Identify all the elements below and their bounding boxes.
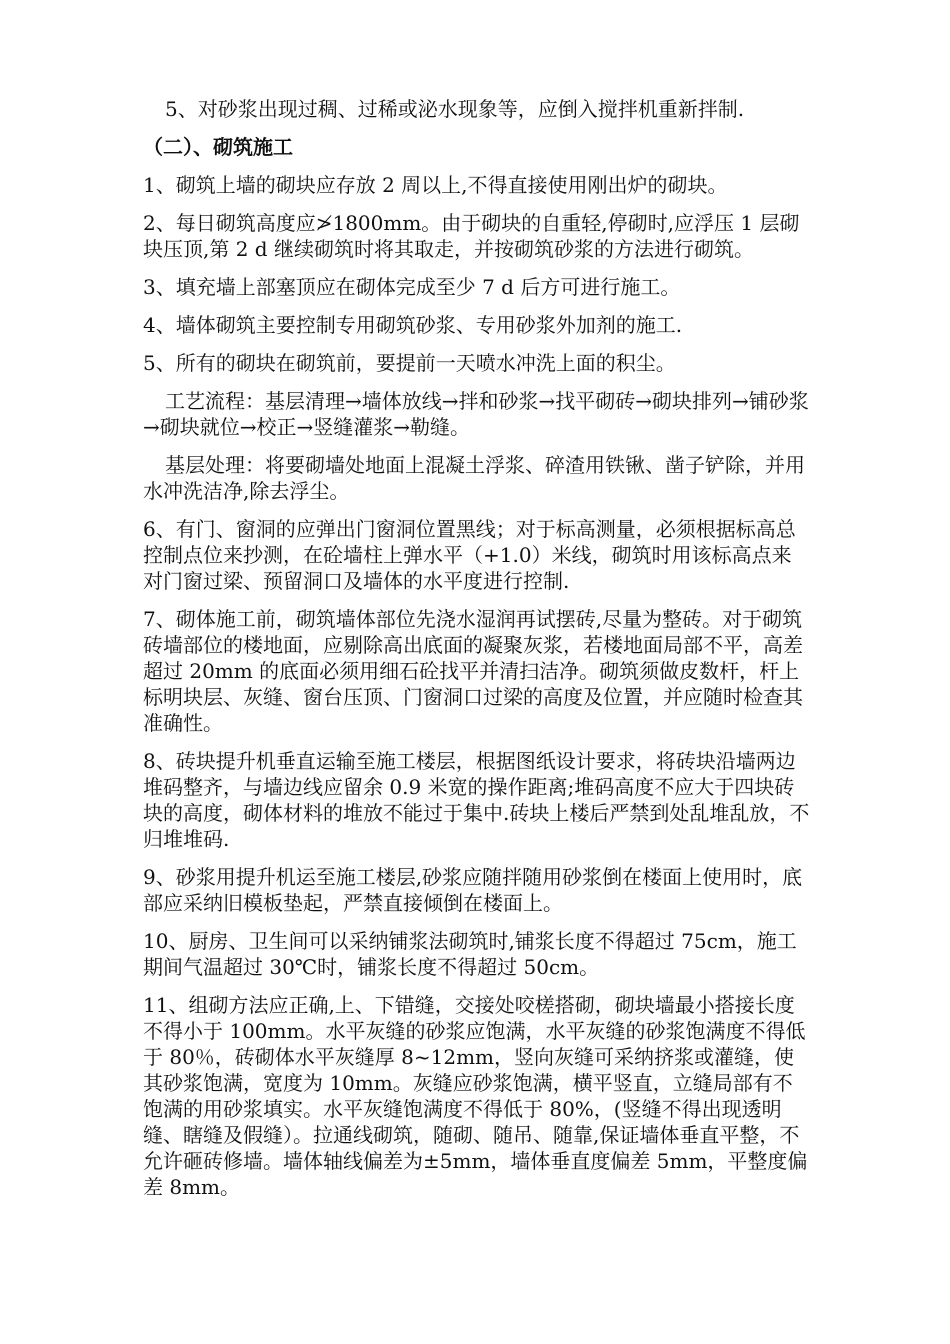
paragraph-item-5: 5、所有的砌块在砌筑前，要提前一天喷水冲洗上面的积尘。 (143, 351, 676, 375)
document-body (143, 96, 811, 1212)
paragraph-item-1: 1、砌筑上墙的砌块应存放 2 周以上,不得直接使用刚出炉的砌块。 (143, 173, 728, 197)
paragraph-process-flow: 工艺流程：基层清理→墙体放线→拌和砂浆→找平砌砖→砌块排列→铺砂浆→砌块就位→校正→竖缝灌浆→勒缝。 (143, 389, 809, 439)
paragraph-item-10: 10、厨房、卫生间可以采纳铺浆法砌筑时,铺浆长度不得超过 75cm，施工期间气温超过 30℃时，铺浆长度不得超过 50cm。 (143, 929, 797, 979)
paragraph-item-2: 2、每日砌筑高度应≯1800mm。由于砌块的自重轻,停砌时,应浮压 1 层砌块压顶,第 2 d 继续砌筑时将其取走，并按砌筑砂浆的方法进行砌筑。 (143, 211, 800, 261)
section-heading-masonry: （二）、砌筑施工 (143, 135, 293, 159)
paragraph-item-8: 8、砖块提升机垂直运输至施工楼层，根据图纸设计要求，将砖块沿墙两边堆码整齐，与墙边线应留余 0.9 米宽的操作距离;堆码高度不应大于四块砖块的高度，砌体材料的堆放不能过于集中.砖块上楼后严禁到处乱堆乱放，不归堆堆码. (143, 749, 810, 851)
paragraph-item-7: 7、砌体施工前，砌筑墙体部位先浇水湿润再试摆砖,尽量为整砖。对于砌筑砖墙部位的楼地面，应剔除高出底面的凝聚灰浆，若楼地面局部不平，高差超过 20mm 的底面必须用细石砼找平并清扫洁净。砌筑须做皮数杆，杆上标明块层、灰缝、窗台压顶、门窗洞口过梁的高度及位置，并应随时检查其准确性。 (143, 607, 803, 735)
paragraph-item-9: 9、砂浆用提升机运至施工楼层,砂浆应随拌随用砂浆倒在楼面上使用时，底部应采纳旧模板垫起，严禁直接倾倒在楼面上。 (143, 865, 803, 915)
paragraph-mortar-remix: 5、对砂浆出现过稠、过稀或泌水现象等，应倒入搅拌机重新拌制. (165, 97, 745, 121)
paragraph-base-treatment: 基层处理：将要砌墙处地面上混凝土浮浆、碎渣用铁锹、凿子铲除，并用水冲洗洁净,除去浮尘。 (143, 453, 805, 503)
paragraph-item-11: 11、组砌方法应正确,上、下错缝，交接处咬槎搭砌，砌块墙最小搭接长度不得小于 100mm。水平灰缝的砂浆应饱满，水平灰缝的砂浆饱满度不得低于 80％，砖砌体水平灰缝厚 8~12mm，竖向灰缝可采纳挤浆或灌缝，使其砂浆饱满，宽度为 10mm。灰缝应砂浆饱满，横平竖直，立缝局部有不饱满的用砂浆填实。水平灰缝饱满度不得低于 80%，(竖缝不得出现透明缝、瞎缝及假缝）。拉通线砌筑，随砌、随吊、随靠,保证墙体垂直平整，不允许砸砖修墙。墙体轴线偏差为±5mm，墙体垂直度偏差 5mm，平整度偏差 8mm。 (143, 993, 808, 1199)
paragraph-item-4: 4、墙体砌筑主要控制专用砌筑砂浆、专用砂浆外加剂的施工. (143, 313, 683, 337)
paragraph-item-6: 6、有门、窗洞的应弹出门窗洞位置黑线；对于标高测量，必须根据标高总控制点位来抄测，在砼墙柱上弹水平（+1.0）米线，砌筑时用该标高点来对门窗过梁、预留洞口及墙体的水平度进行控制. (143, 517, 796, 593)
paragraph-item-3: 3、填充墙上部塞顶应在砌体完成至少 7 d 后方可进行施工。 (143, 275, 681, 299)
